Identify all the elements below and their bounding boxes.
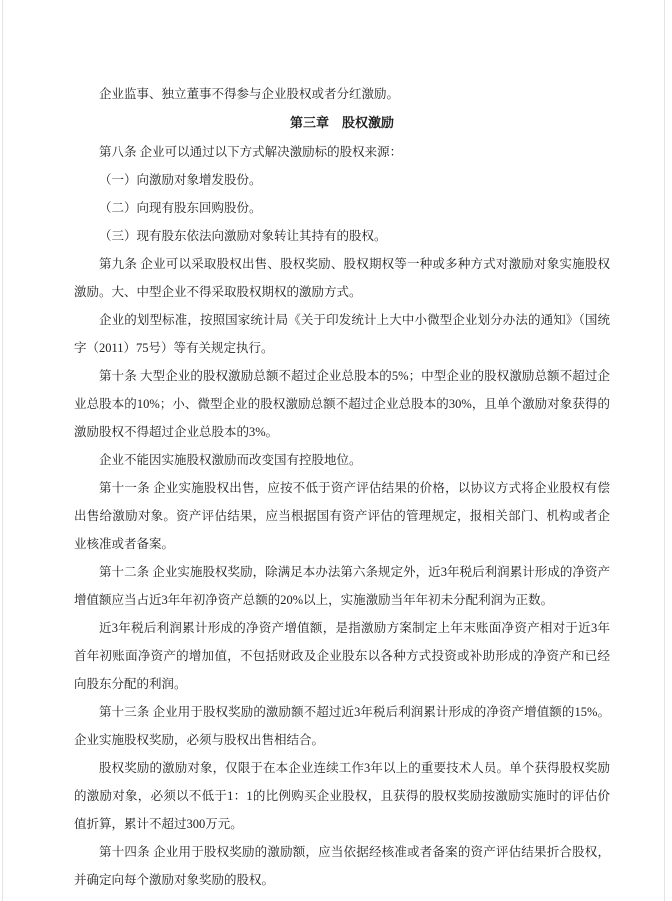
paragraph-item-3: （三）现有股东依法向激励对象转让其持有的股权。 xyxy=(99,229,387,243)
paragraph-article-9: 第九条 企业可以采取股权出售、股权奖励、股权期权等一种或多种方式对激励对象实施股权激励。大、中型企业不得采取股权期权的激励方式。 xyxy=(74,257,610,299)
paragraph-item-2: （二）向现有股东回购股份。 xyxy=(99,201,262,215)
page-right-edge-line xyxy=(664,0,665,901)
paragraph-state-control: 企业不能因实施股权激励而改变国有控股地位。 xyxy=(99,453,362,467)
paragraph-net-asset-definition: 近3年税后利润累计形成的净资产增值额，是指激励方案制定上年末账面净资产相对于近3年首年初账面净资产的增加值，不包括财政及企业股东以各种方式投资或补助形成的净资产和已经向股东分配的利润。 xyxy=(74,621,610,691)
paragraph-award-targets: 股权奖励的激励对象，仅限于在本企业连续工作3年以上的重要技术人员。单个获得股权奖励的激励对象，必须以不低于1：1的比例购买企业股权，且获得的股权奖励按激励实施时的评估价值折算，累计不超过300万元。 xyxy=(74,761,610,831)
paragraph-article-10: 第十条 大型企业的股权激励总额不超过企业总股本的5%；中型企业的股权激励总额不超过企业总股本的10%；小、微型企业的股权激励总额不超过企业总股本的30%，且单个激励对象获得的激励股权不得超过企业总股本的3%。 xyxy=(74,369,610,439)
paragraph-item-1: （一）向激励对象增发股份。 xyxy=(99,173,262,187)
paragraph-enterprise-classification: 企业的划型标准，按照国家统计局《关于印发统计上大中小微型企业划分办法的通知》（国统字（2011）75号）等有关规定执行。 xyxy=(74,313,610,355)
document-content xyxy=(74,80,610,894)
paragraph-article-12: 第十二条 企业实施股权奖励，除满足本办法第六条规定外，近3年税后利润累计形成的净资产增值额应当占近3年年初净资产总额的20%以上，实施激励当年年初未分配利润为正数。 xyxy=(74,565,610,607)
paragraph-article-8: 第八条 企业可以通过以下方式解决激励标的股权来源： xyxy=(99,145,403,159)
page-left-edge-line xyxy=(2,0,3,901)
paragraph-article-11: 第十一条 企业实施股权出售，应按不低于资产评估结果的价格，以协议方式将企业股权有偿出售给激励对象。资产评估结果，应当根据国有资产评估的管理规定，报相关部门、机构或者企业核准或者备案。 xyxy=(74,481,610,551)
paragraph-article-13: 第十三条 企业用于股权奖励的激励额不超过近3年税后利润累计形成的净资产增值额的15%。企业实施股权奖励，必须与股权出售相结合。 xyxy=(74,705,610,747)
chapter-heading: 第三章 股权激励 xyxy=(289,115,394,130)
paragraph-supervisors-restriction: 企业监事、独立董事不得参与企业股权或者分红激励。 xyxy=(99,87,400,101)
paragraph-article-14: 第十四条 企业用于股权奖励的激励额，应当依据经核准或者备案的资产评估结果折合股权，并确定向每个激励对象奖励的股权。 xyxy=(74,845,610,887)
